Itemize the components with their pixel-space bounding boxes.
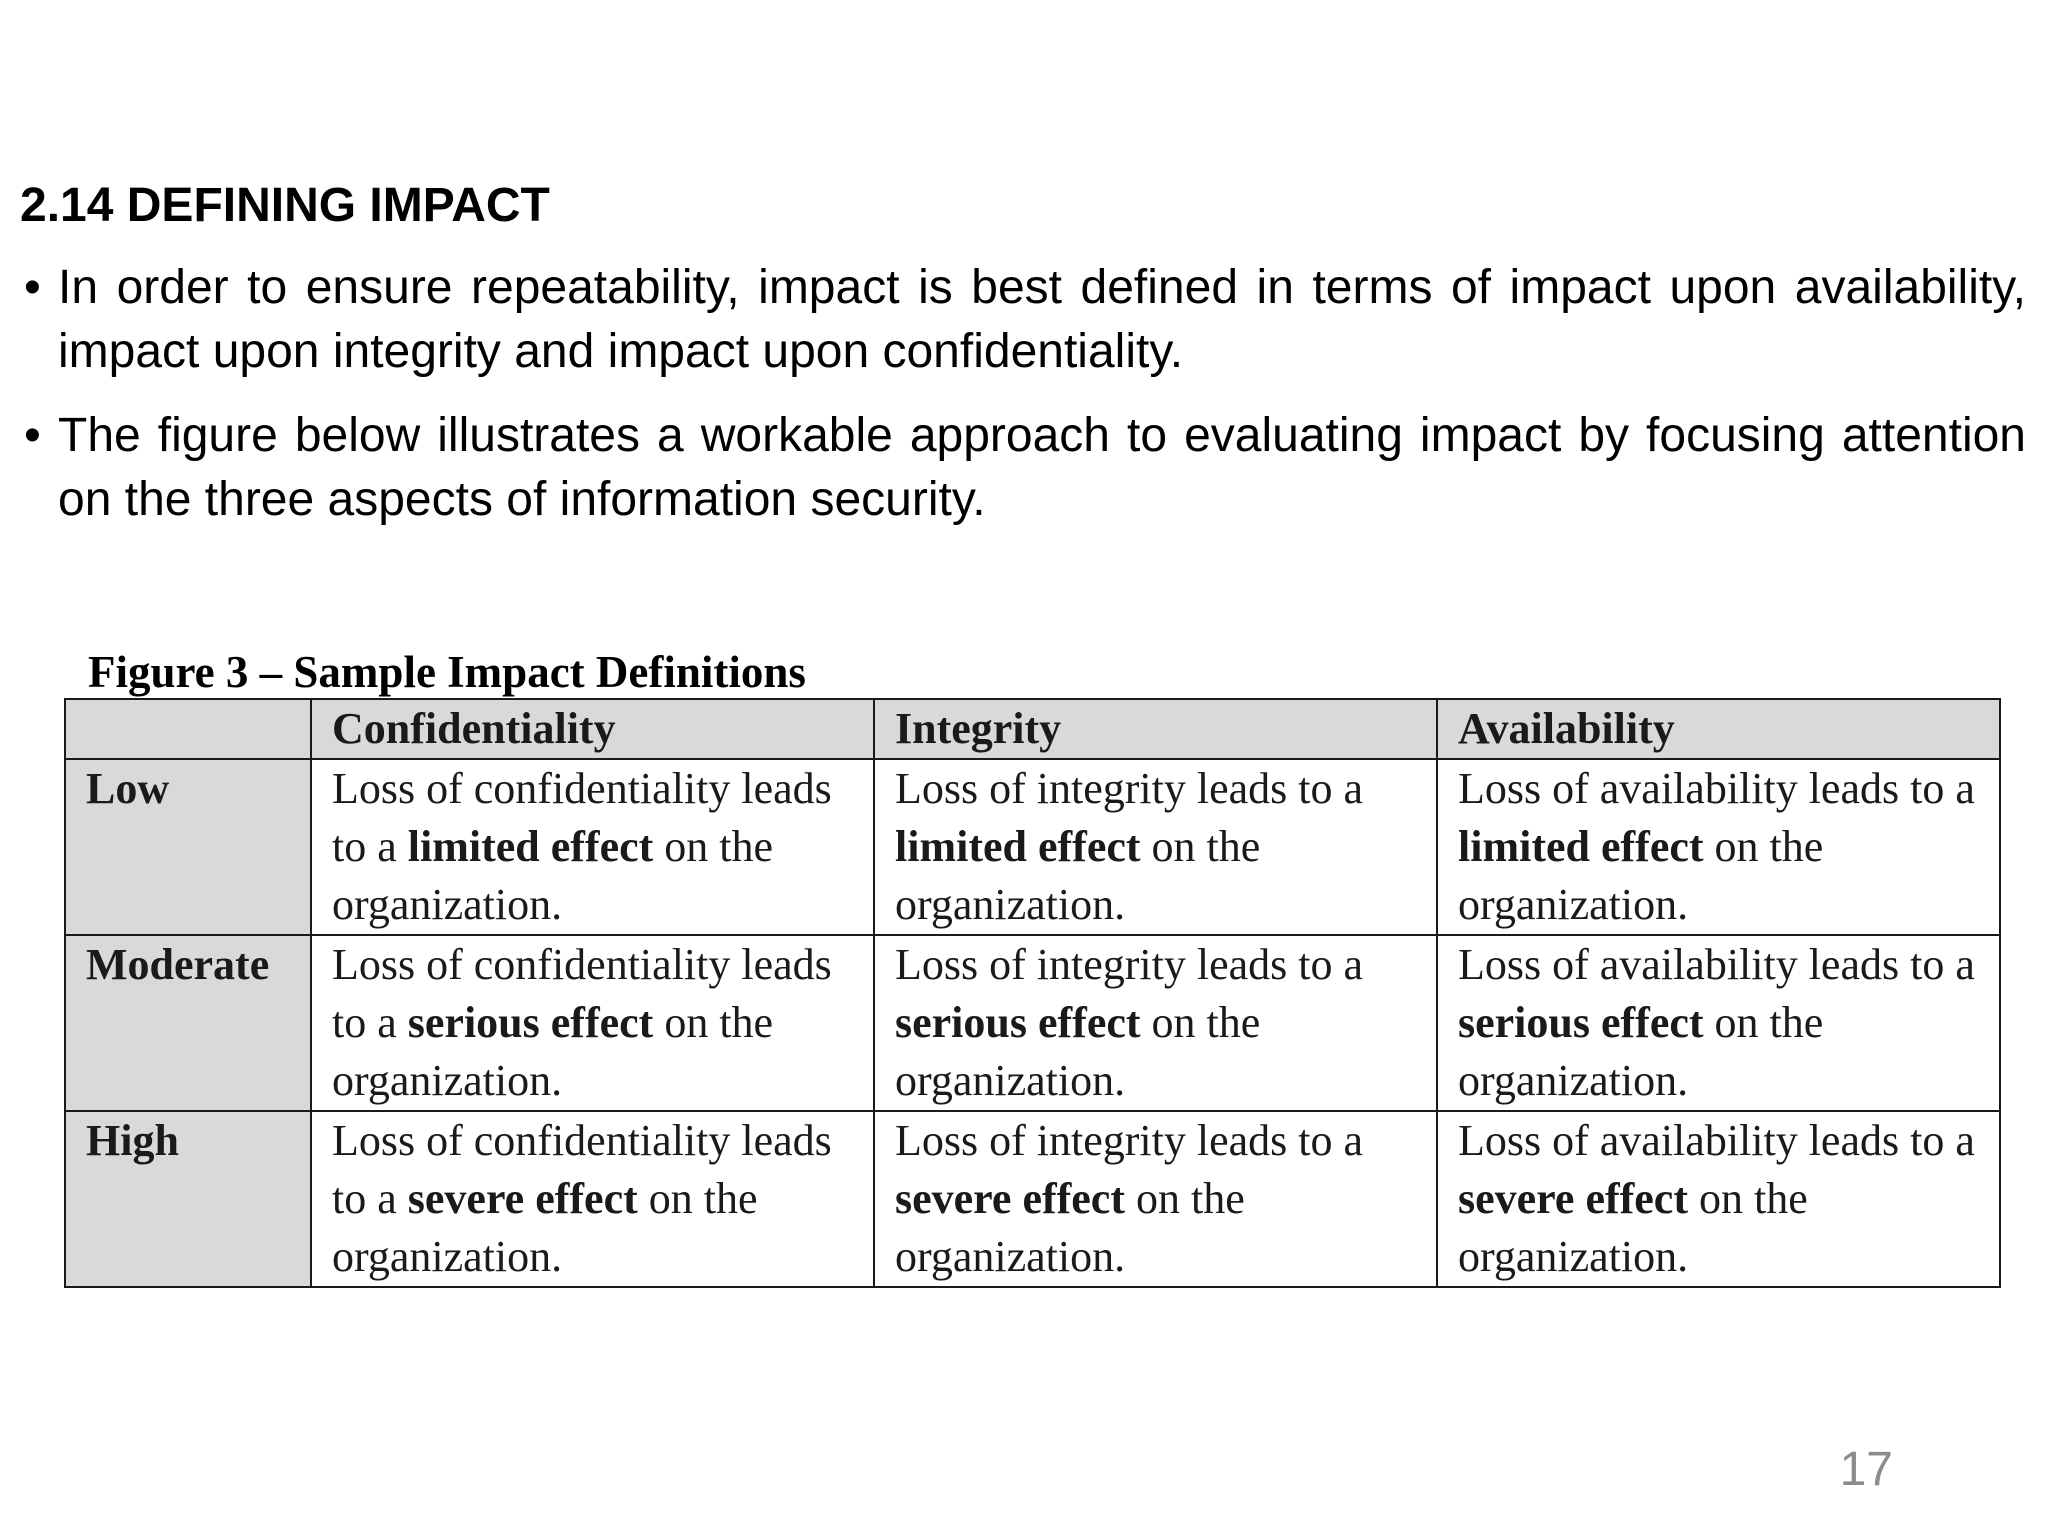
table-cell <box>311 935 874 1111</box>
cell-text-bold: serious effect <box>1458 998 1704 1047</box>
table-row <box>65 759 2000 935</box>
cell-text-after: on the organization. <box>895 998 1261 1105</box>
bullet-text: The figure below illustrates a workable approach to evaluating impact by focusing attention on the three aspects of information security. <box>58 409 2026 526</box>
cell-text-bold: serious effect <box>407 998 654 1047</box>
cell-text-bold: severe effect <box>407 1174 638 1223</box>
column-header-empty <box>65 699 311 759</box>
table-header-row <box>65 699 2000 759</box>
figure-title: Figure 3 – Sample Impact Definitions <box>88 647 806 697</box>
table-cell <box>1437 759 2000 935</box>
column-header-confidentiality: Confidentiality <box>311 699 874 759</box>
cell-text-bold: severe effect <box>895 1174 1125 1223</box>
cell-text-bold: serious effect <box>895 998 1141 1047</box>
bullet-item <box>20 256 2026 384</box>
cell-text-after: on the organization. <box>895 822 1261 929</box>
table-cell <box>311 1111 874 1287</box>
table-cell <box>311 759 874 935</box>
column-header-integrity: Integrity <box>874 699 1437 759</box>
cell-text-bold: limited effect <box>1458 822 1704 871</box>
cell-text-before: Loss of availability leads to a <box>1458 1116 1975 1165</box>
bullet-list <box>20 256 2026 552</box>
cell-text-after: on the organization. <box>1458 822 1824 929</box>
cell-text-before: Loss of integrity leads to a <box>895 764 1364 813</box>
cell-text-before: Loss of integrity leads to a <box>895 1116 1364 1165</box>
cell-text-before: Loss of confidentiality leads to a <box>332 1116 832 1223</box>
cell-text-bold: limited effect <box>407 822 654 871</box>
row-header-level: High <box>65 1111 311 1287</box>
column-header-availability: Availability <box>1437 699 2000 759</box>
bullet-text: In order to ensure repeatability, impact is best defined in terms of impact upon availability, impact upon integrity and impact upon confidentiality. <box>58 261 2026 378</box>
bullet-dot: • <box>24 261 41 314</box>
bullet-item <box>20 404 2026 532</box>
cell-text-before: Loss of availability leads to a <box>1458 764 1975 813</box>
table-cell <box>1437 935 2000 1111</box>
bullet-dot: • <box>24 409 41 462</box>
cell-text-bold: limited effect <box>895 822 1141 871</box>
cell-text-after: on the organization. <box>1458 1174 1808 1281</box>
cell-text-before: Loss of confidentiality leads to a <box>332 764 832 871</box>
page-number: 17 <box>1839 1443 1893 1496</box>
cell-text-after: on the organization. <box>332 1174 758 1281</box>
table-cell <box>874 1111 1437 1287</box>
cell-text-bold: severe effect <box>1458 1174 1688 1223</box>
slide-title: 2.14 DEFINING IMPACT <box>20 179 550 232</box>
cell-text-after: on the organization. <box>332 998 774 1105</box>
table-row <box>65 935 2000 1111</box>
cell-text-before: Loss of integrity leads to a <box>895 940 1364 989</box>
impact-definitions-table <box>64 698 2001 1288</box>
row-header-level: Low <box>65 759 311 935</box>
cell-text-after: on the organization. <box>332 822 774 929</box>
row-header-level: Moderate <box>65 935 311 1111</box>
table-cell <box>874 935 1437 1111</box>
cell-text-after: on the organization. <box>895 1174 1245 1281</box>
cell-text-after: on the organization. <box>1458 998 1824 1105</box>
table-cell <box>1437 1111 2000 1287</box>
table-row <box>65 1111 2000 1287</box>
cell-text-before: Loss of availability leads to a <box>1458 940 1975 989</box>
table-cell <box>874 759 1437 935</box>
cell-text-before: Loss of confidentiality leads to a <box>332 940 832 1047</box>
